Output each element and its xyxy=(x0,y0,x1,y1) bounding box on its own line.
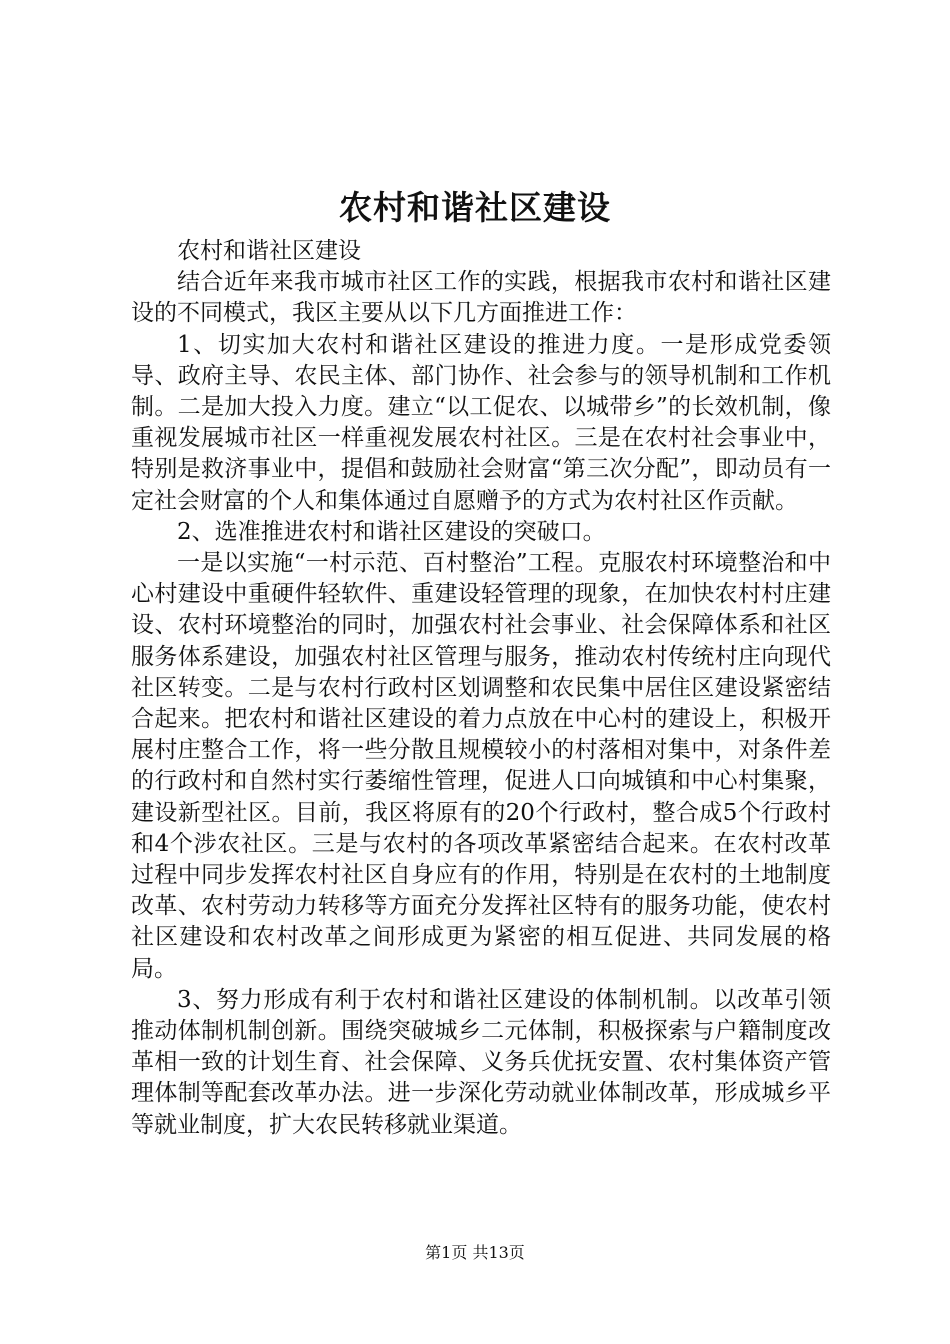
document-title: 农村和谐社区建设 xyxy=(339,188,611,227)
paragraph-section-1: 1、切实加大农村和谐社区建设的推进力度。一是形成党委领导、政府主导、农民主体、部门协作、社会参与的领导机制和工作机制。二是加大投入力度。建立“以工促农、以城带乡”的长效机制，像重视发展城市社区一样重视发展农村社区。三是在农村社会事业中，特别是救济事业中，提倡和鼓励社会财富“第三次分配”，即动员有一定社会财富的个人和集体通过自愿赠予的方式为农村社区作贡献。 xyxy=(131,331,831,514)
paragraph-section-2-heading: 2、选准推进农村和谐社区建设的突破口。 xyxy=(177,518,606,545)
paragraph-section-2-body: 一是以实施“一村示范、百村整治”工程。克服农村环境整治和中心村建设中重硬件轻软件、重建设轻管理的现象，在加快农村村庄建设、农村环境整治的同时，加强农村社会事业、社会保障体系和社区服务体系建设，加强农村社区管理与服务，推动农村传统村庄向现代社区转变。二是与农村行政村区划调整和农民集中居住区建设紧密结合起来。把农村和谐社区建设的着力点放在中心村的建设上，积极开展村庄整合工作，将一些分散且规模较小的村落相对集中，对条件差的行政村和自然村实行萎缩性管理，促进人口向城镇和中心村集聚，建设新型社区。目前，我区将原有的20个行政村，整合成5个行政村和4个涉农社区。三是与农村的各项改革紧密结合起来。在农村改革过程中同步发挥农村社区自身应有的作用，特别是在农村的土地制度改革、农村劳动力转移等方面充分发挥社区特有的服务功能，使农村社区建设和农村改革之间形成更为紧密的相互促进、共同发展的格局。 xyxy=(131,550,831,982)
document-body xyxy=(131,236,831,1141)
paragraph-section-3: 3、努力形成有利于农村和谐社区建设的体制机制。以改革引领推动体制机制创新。围绕突破城乡二元体制，积极探索与户籍制度改革相一致的计划生育、社会保障、义务兵优抚安置、农村集体资产管理体制等配套改革办法。进一步深化劳动就业体制改革，形成城乡平等就业制度，扩大农民转移就业渠道。 xyxy=(131,986,831,1138)
page-number-footer: 第1页 共13页 xyxy=(425,1243,525,1262)
paragraph-subtitle: 农村和谐社区建设 xyxy=(177,238,361,264)
paragraph-intro: 结合近年来我市城市社区工作的实践，根据我市农村和谐社区建设的不同模式，我区主要从以下几方面推进工作： xyxy=(131,269,831,327)
